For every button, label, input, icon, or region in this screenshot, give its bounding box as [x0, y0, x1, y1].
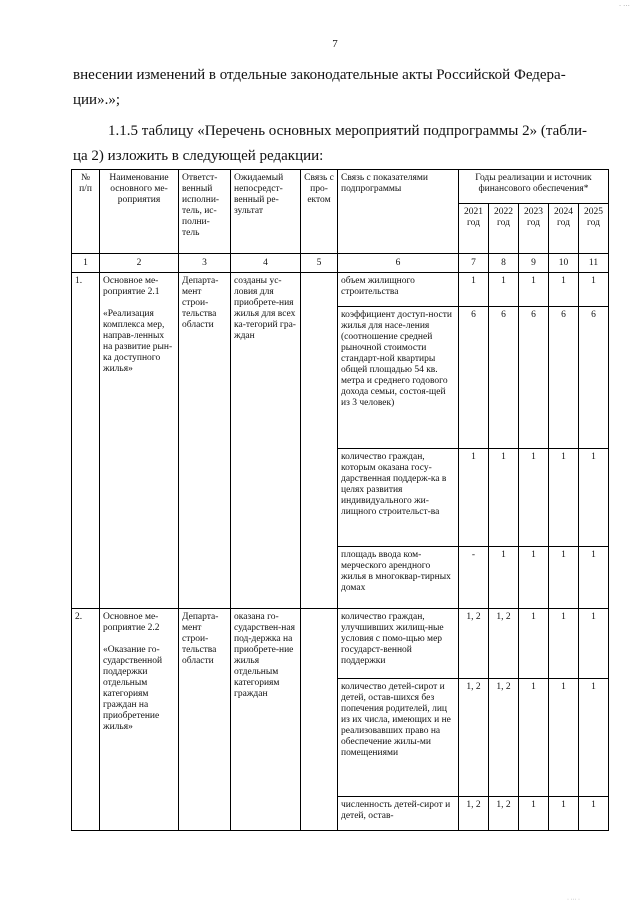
- year-value: 1: [549, 449, 579, 547]
- year-value: 6: [459, 307, 489, 449]
- year-value: 1: [459, 273, 489, 307]
- measure-name: Основное ме-роприятие 2.1 «Реализация комплекса мер, направ-ленных на развитие рын-ка доступного жилья»: [100, 273, 179, 609]
- year-value: 1: [519, 547, 549, 609]
- row-num: 2.: [72, 609, 100, 831]
- table-row: [72, 609, 609, 679]
- measure-name: Основное ме-роприятие 2.2 «Оказание го-сударственной поддержки отдельным категориям граждан на приобретение жилья»: [100, 609, 179, 831]
- indicator: численность детей-сирот и детей, остав-: [338, 797, 459, 831]
- column-number: 8: [489, 254, 519, 273]
- column-numbers-row: [72, 254, 609, 273]
- header-project-link: Связь с про-ектом: [301, 170, 338, 254]
- year-value: 1: [489, 273, 519, 307]
- header-year: 2023 год: [519, 204, 549, 254]
- header-years-group: Годы реализации и источник финансового обеспечения*: [459, 170, 609, 204]
- year-value: 1: [579, 679, 609, 797]
- measure-responsible: Департа-мент строи-тельства области: [179, 273, 231, 609]
- page-number: 7: [332, 38, 338, 50]
- year-value: 1: [579, 547, 609, 609]
- year-value: 6: [519, 307, 549, 449]
- header-year: 2022 год: [489, 204, 519, 254]
- header-year: 2025 год: [579, 204, 609, 254]
- column-number: 7: [459, 254, 489, 273]
- year-value: 1: [519, 679, 549, 797]
- year-value: 1: [549, 679, 579, 797]
- indicator: площадь ввода ком-мерческого арендного жилья в многоквар-тирных домах: [338, 547, 459, 609]
- header-num: № п/п: [72, 170, 100, 254]
- year-value: 1: [519, 449, 549, 547]
- column-number: 3: [179, 254, 231, 273]
- measure-project-link: [301, 273, 338, 609]
- year-value: 1, 2: [489, 797, 519, 831]
- year-value: 1, 2: [489, 679, 519, 797]
- column-number: 4: [231, 254, 301, 273]
- header-result: Ожидаемый непосредст-венный ре-зультат: [231, 170, 301, 254]
- measure-result: созданы ус-ловия для приобрете-ния жилья для всех ка-тегорий гра-ждан: [231, 273, 301, 609]
- year-value: 1: [579, 609, 609, 679]
- column-number: 1: [72, 254, 100, 273]
- measure-responsible: Департа-мент строи-тельства области: [179, 609, 231, 831]
- paragraph-line-1: внесении изменений в отдельные законодательные акты Российской Федера-: [73, 67, 566, 83]
- year-value: 1: [519, 797, 549, 831]
- year-value: 6: [549, 307, 579, 449]
- year-value: 1: [489, 449, 519, 547]
- column-number: 6: [338, 254, 459, 273]
- header-name: Наименование основного ме-роприятия: [100, 170, 179, 254]
- measure-result: оказана го-сударствен-ная под-держка на приобрете-ние жилья отдельным категориям граждан: [231, 609, 301, 831]
- year-value: 1: [549, 797, 579, 831]
- indicator: коэффициент доступ-ности жилья для насе-ления (соотношение средней рыночной стоимости стандарт-ной квартиры общей площадью 54 кв. метра и среднего годового дохода семьи, состоя-щей из 3 человек): [338, 307, 459, 449]
- indicator: количество детей-сирот и детей, остав-шихся без попечения родителей, лиц из их числа, имеющих и не реализовавших право на обеспечение жилы-ми помещениями: [338, 679, 459, 797]
- column-number: 9: [519, 254, 549, 273]
- header-year: 2024 год: [549, 204, 579, 254]
- year-value: 1, 2: [459, 609, 489, 679]
- year-value: -: [459, 547, 489, 609]
- indicator: объем жилищного строительства: [338, 273, 459, 307]
- column-number: 11: [579, 254, 609, 273]
- scan-mark-bottom: · ··· ·: [567, 897, 580, 903]
- year-value: 1: [519, 609, 549, 679]
- table-row: [72, 273, 609, 307]
- row-num: 1.: [72, 273, 100, 609]
- header-indicators: Связь с показателями подпрограммы: [338, 170, 459, 254]
- column-number: 2: [100, 254, 179, 273]
- paragraph-line-4: ца 2) изложить в следующей редакции:: [73, 148, 324, 164]
- year-value: 1: [459, 449, 489, 547]
- year-value: 1: [579, 449, 609, 547]
- column-number: 10: [549, 254, 579, 273]
- header-year: 2021 год: [459, 204, 489, 254]
- year-value: 6: [489, 307, 519, 449]
- indicator: количество граждан, улучшивших жилищ-ные условия с помо-щью мер государст-венной поддержки: [338, 609, 459, 679]
- year-value: 1: [519, 273, 549, 307]
- paragraph-line-3: 1.1.5 таблицу «Перечень основных мероприятий подпрограммы 2» (табли-: [108, 123, 588, 139]
- measures-table: [71, 169, 609, 831]
- paragraph-line-2: ции».»;: [73, 92, 120, 108]
- year-value: 6: [579, 307, 609, 449]
- year-value: 1, 2: [489, 609, 519, 679]
- measure-project-link: [301, 609, 338, 831]
- indicator: количество граждан, которым оказана госу-дарственная поддерж-ка в целях развития индивидуального жи-лищного строительст-ва: [338, 449, 459, 547]
- year-value: 1, 2: [459, 797, 489, 831]
- year-value: 1: [549, 609, 579, 679]
- year-value: 1: [549, 273, 579, 307]
- year-value: 1, 2: [459, 679, 489, 797]
- year-value: 1: [579, 273, 609, 307]
- year-value: 1: [549, 547, 579, 609]
- year-value: 1: [489, 547, 519, 609]
- scan-mark-top: · ···: [618, 2, 630, 10]
- column-number: 5: [301, 254, 338, 273]
- header-responsible: Ответст-венный исполни-тель, ис-полни-тель: [179, 170, 231, 254]
- year-value: 1: [579, 797, 609, 831]
